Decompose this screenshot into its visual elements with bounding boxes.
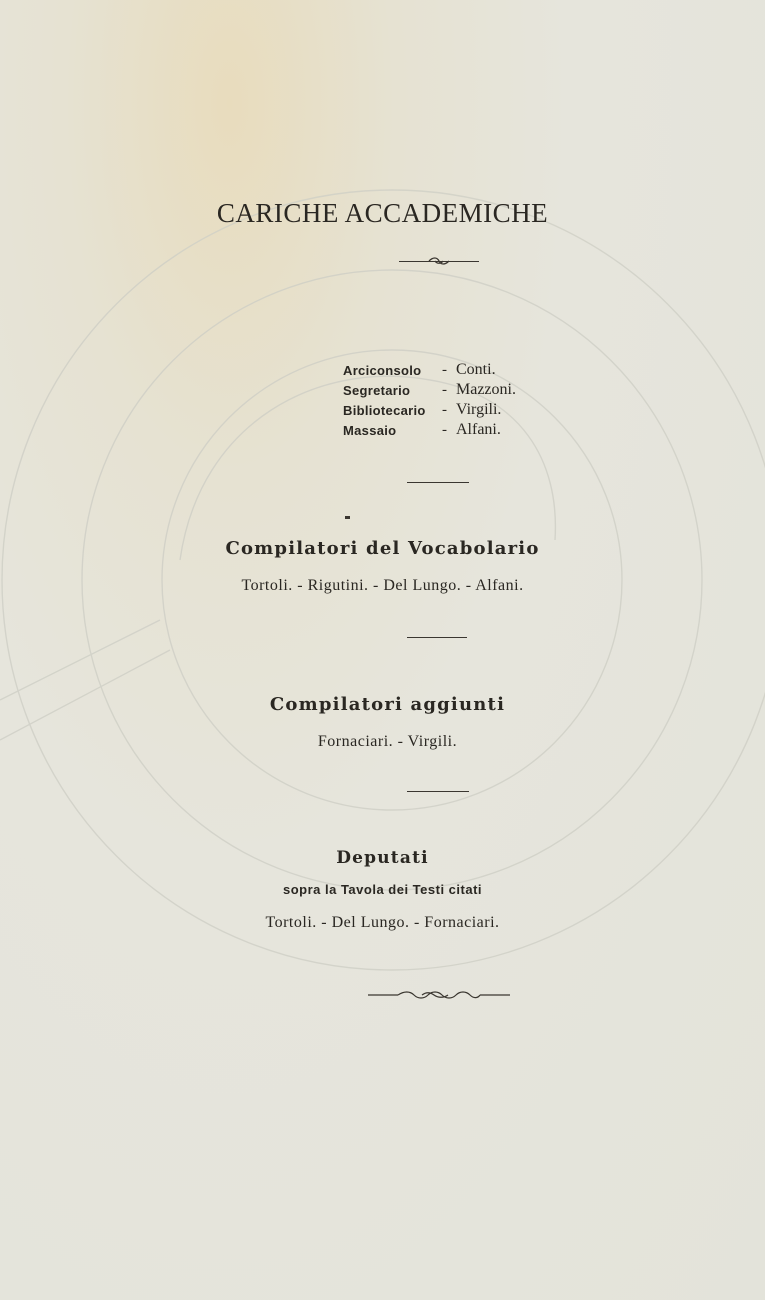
officer-row [343, 360, 516, 380]
officer-name: Virgili. [456, 401, 502, 418]
deputati-subheading: sopra la Tavola dei Testi citati [282, 882, 483, 897]
officer-row [343, 400, 516, 420]
ink-mark [345, 516, 350, 519]
aggiunti-names: Fornaciari. - Virgili. [317, 733, 458, 750]
deputati-names: Tortoli. - Del Lungo. - Fornaciari. [265, 914, 500, 931]
officer-dash: - [442, 361, 447, 378]
officer-row [343, 380, 516, 400]
page-title: CARICHE ACCADEMICHE [216, 198, 549, 228]
section-divider [407, 482, 469, 483]
officer-dash: - [442, 401, 447, 418]
closing-flourish-icon [368, 988, 510, 1002]
officer-dash: - [442, 381, 447, 398]
officer-role: Arciconsolo [343, 362, 422, 378]
officer-role: Segretario [343, 382, 411, 398]
officers-list [343, 360, 516, 440]
small-flourish-icon [427, 255, 453, 267]
aggiunti-heading: Compilatori aggiunti [269, 694, 506, 715]
officer-dash: - [442, 421, 447, 438]
officer-role: Bibliotecario [343, 402, 426, 418]
compilatori-names: Tortoli. - Rigutini. - Del Lungo. - Alfani. [241, 577, 524, 594]
officer-name: Alfani. [456, 421, 501, 438]
officer-role: Massaio [343, 422, 397, 438]
officer-row [343, 420, 516, 440]
deputati-heading: Deputati [336, 848, 429, 868]
section-divider [407, 637, 467, 638]
section-divider [407, 791, 469, 792]
officer-name: Mazzoni. [456, 381, 516, 398]
officer-name: Conti. [456, 361, 496, 378]
compilatori-heading: Compilatori del Vocabolario [225, 538, 540, 559]
